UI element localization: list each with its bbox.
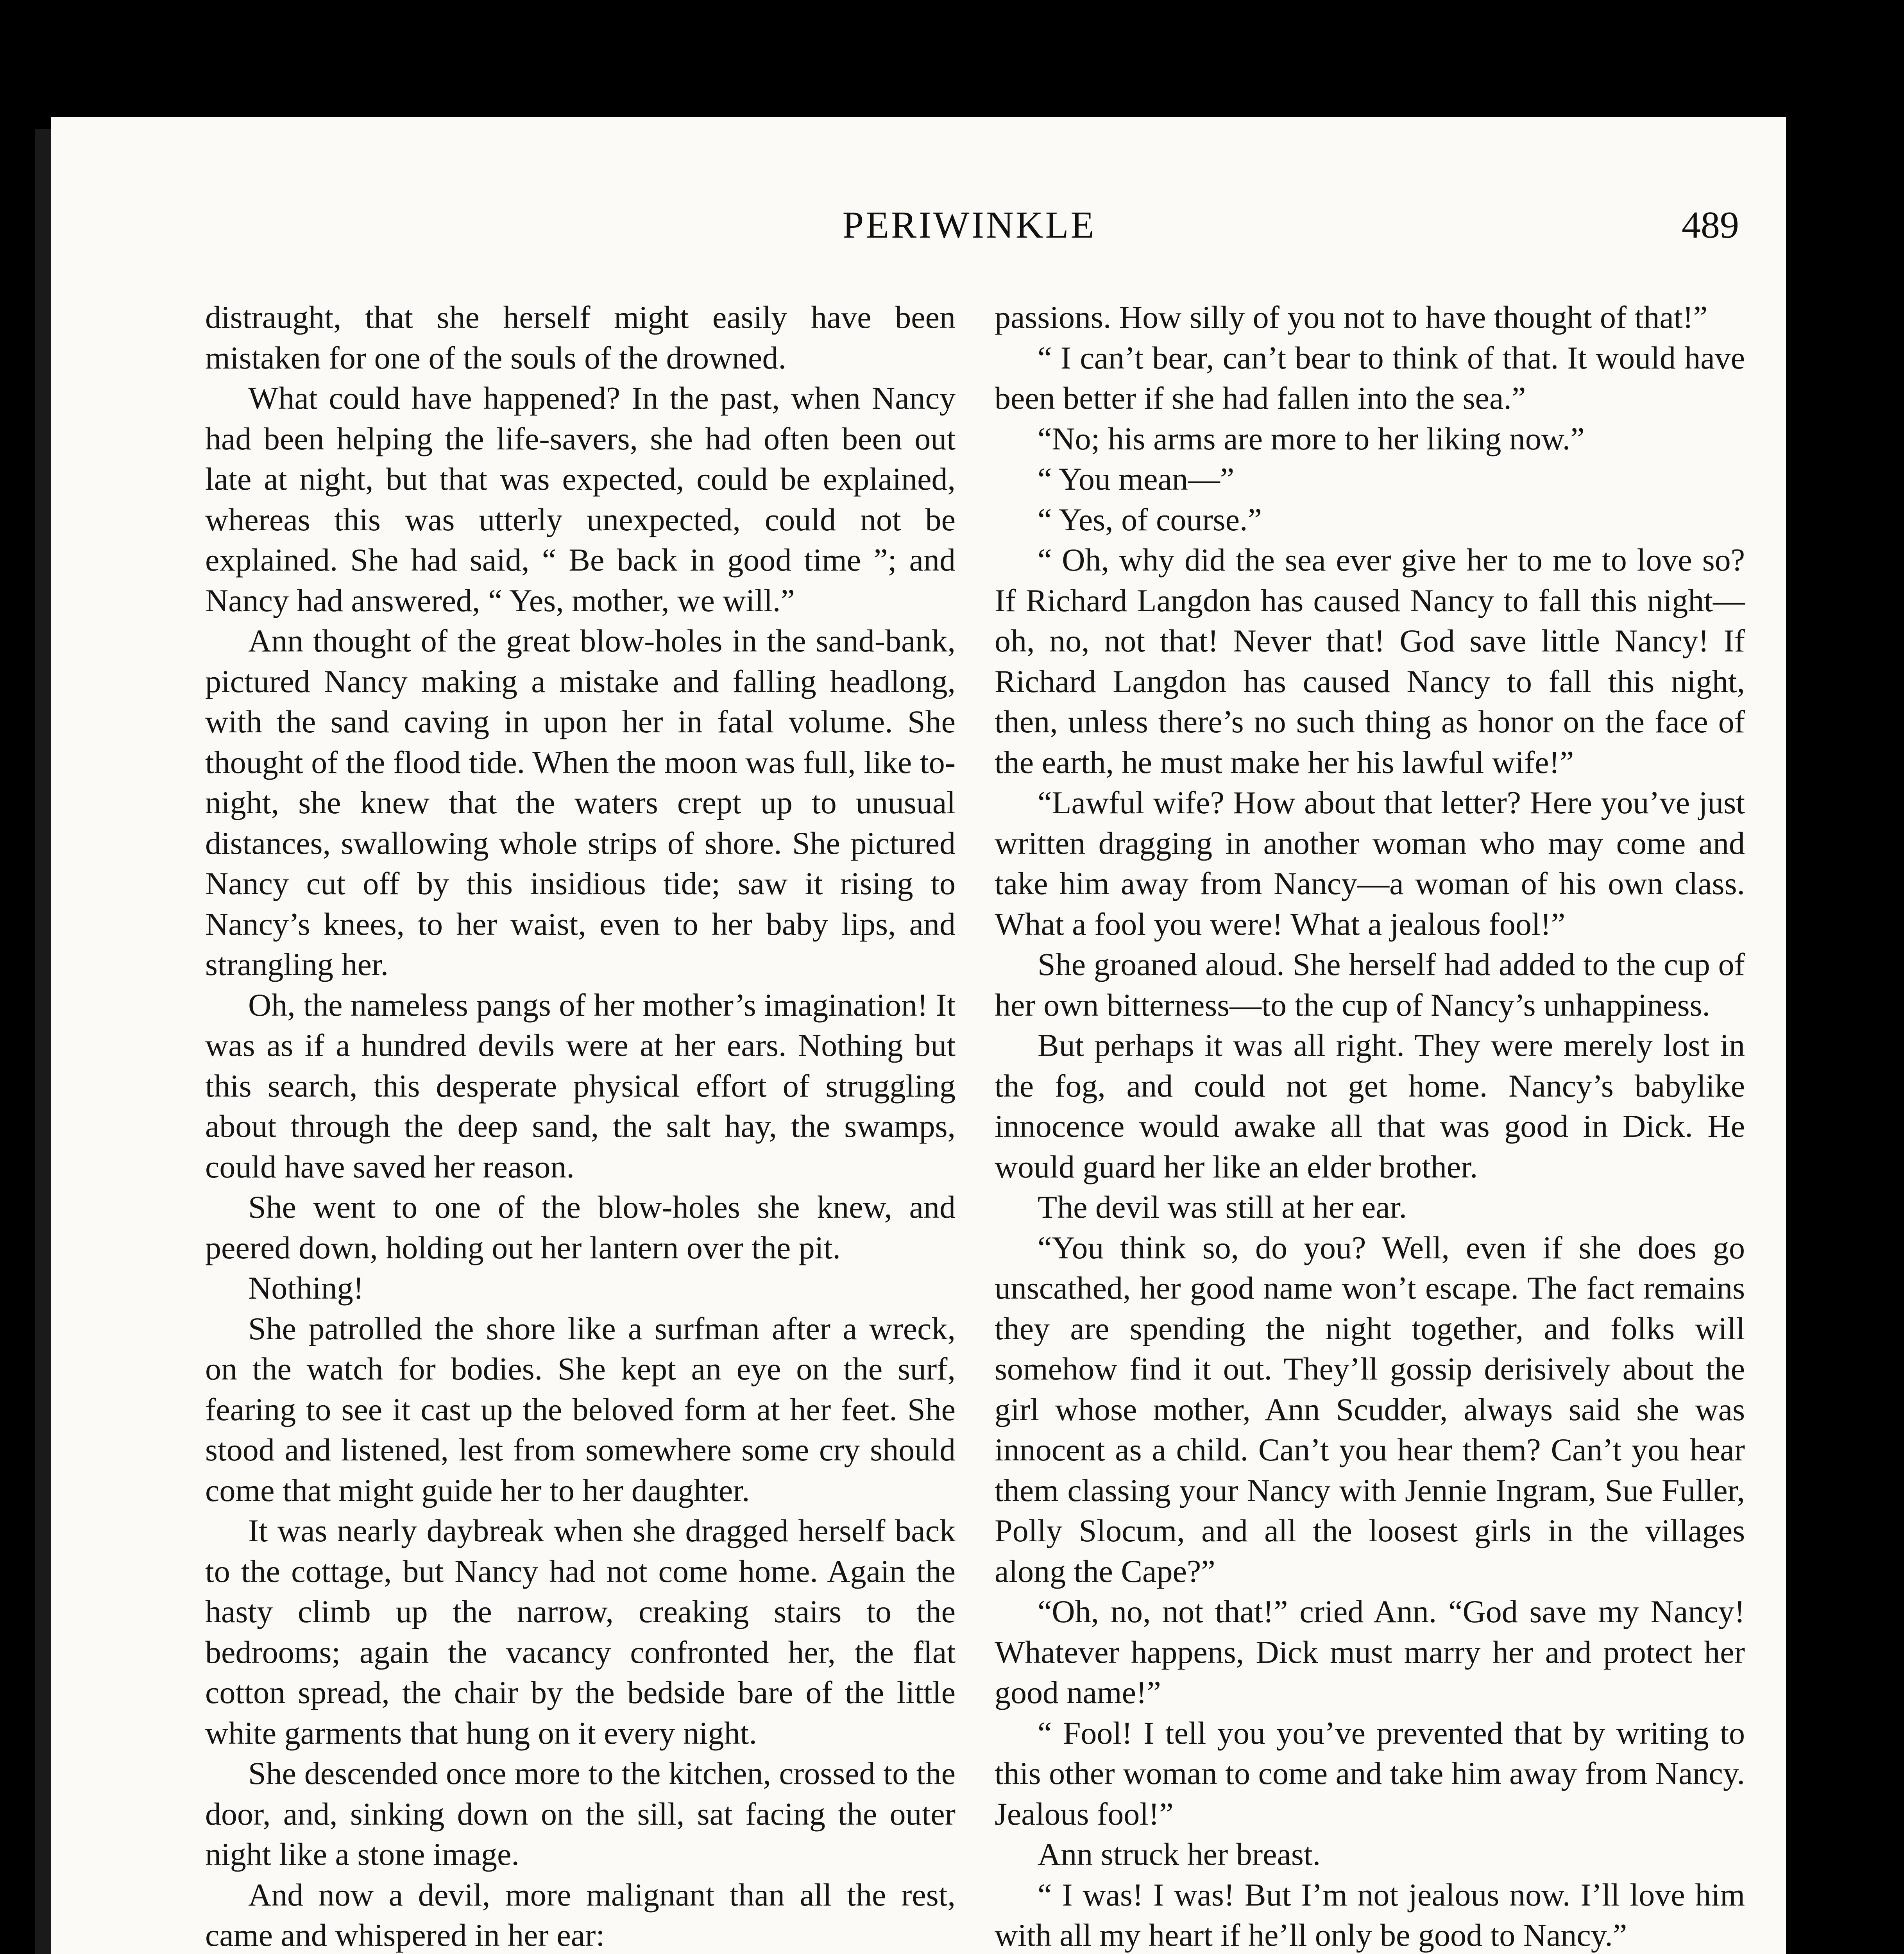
paragraph: “Oh, no, not that!” cried Ann. “God save my Nancy! Whatever happens, Dick must marry her and protect her good name!” [995, 1594, 1745, 1710]
running-header [199, 203, 1739, 254]
paragraph: “ Oh, why did the sea ever give her to me to love so? If Richard Langdon has caused Nancy to fall this night—oh, no, not that! Never that! God save little Nancy! If Richard Langdon has caused Nancy to fall this night, then, unless there’s no such thing as honor on the face of the earth, he must make her his lawful wife!” [995, 542, 1745, 780]
paragraph: “ You mean—” [1038, 461, 1235, 497]
paragraph: Ann thought of the great blow-holes in the sand-bank, pictured Nancy making a mistake and falling headlong, with the sand caving in upon her in fatal volume. She thought of the flood tide. When the moon was full, like to-night, she knew that the waters crept up to unusual distances, swallowing whole strips of shore. She pictured Nancy cut off by this insidious tide; saw it rising to Nancy’s knees, to her waist, even to her baby lips, and strangling her. [205, 623, 956, 982]
paragraph: “ I was! I was! But I’m not jealous now. I’ll love him with all my heart if he’ll only be good to Nancy.” [995, 1877, 1745, 1953]
paragraph: She descended once more to the kitchen, crossed to the door, and, sinking down on the sill, sat facing the outer night like a stone image. [205, 1755, 956, 1872]
paragraph: What could have happened? In the past, when Nancy had been helping the life-savers, she had often been out late at night, but that was expected, could be explained, whereas this was utterly unexpected, could not be explained. She had said, “ Be back in good time ”; and Nancy had answered, “ Yes, mother, we will.” [205, 380, 956, 618]
paragraph: Oh, the nameless pangs of her mother’s imagination! It was as if a hundred devils were at her ears. Nothing but this search, this desperate physical effort of struggling about through the deep sand, the salt hay, the swamps, could have saved her reason. [205, 987, 956, 1185]
paragraph: And now a devil, more malignant than all the rest, came and whispered in her ear: [205, 1877, 956, 1953]
right-column [995, 297, 1745, 1954]
paragraph: The devil was still at her ear. [1038, 1189, 1407, 1225]
paragraph: distraught, that she herself might easily have been mistaken for one of the souls of the drowned. [205, 299, 956, 376]
paragraph: passions. How silly of you not to have thought of that!” [995, 299, 1708, 335]
scan-border [1786, 117, 1904, 1954]
page-number: 489 [1682, 204, 1739, 246]
paragraph: “You think so, do you? Well, even if she does go unscathed, her good name won’t escape. The fact remains they are spending the night together, and folks will somehow find it out. They’ll gossip derisively about the girl whose mother, Ann Scudder, always said she was innocent as a child. Can’t you hear them? Can’t you hear them classing your Nancy with Jennie Ingram, Sue Fuller, Polly Slocum, and all the loosest girls in the villages along the Cape?” [995, 1229, 1745, 1589]
paragraph: She patrolled the shore like a surfman after a wreck, on the watch for bodies. She kept an eye on the surf, fearing to see it cast up the beloved form at her feet. She stood and listened, lest from somewhere some cry should come that might guide her to her daughter. [205, 1310, 956, 1508]
paragraph: She groaned aloud. She herself had added to the cup of her own bitterness—to the cup of Nancy’s unhappiness. [995, 947, 1745, 1023]
paragraph: Nothing! [248, 1270, 364, 1306]
paragraph: “No; his arms are more to her liking now.” [1038, 421, 1585, 456]
left-column [205, 297, 956, 1954]
paragraph: “ I can’t bear, can’t bear to think of that. It would have been better if she had fallen into the sea.” [995, 340, 1745, 416]
paragraph: She went to one of the blow-holes she knew, and peered down, holding out her lantern over the pit. [205, 1189, 956, 1265]
paragraph: It was nearly daybreak when she dragged herself back to the cottage, but Nancy had not come home. Again the hasty climb up the narrow, creaking stairs to the bedrooms; again the vacancy confronted her, the flat cotton spread, the chair by the bedside bare of the little white garments that hung on it every night. [205, 1513, 956, 1751]
paragraph: Ann struck her breast. [1038, 1836, 1321, 1872]
running-title: PERIWINKLE [842, 204, 1096, 246]
paragraph: But perhaps it was all right. They were merely lost in the fog, and could not get home. Nancy’s babylike innocence would awake all that was good in Dick. He would guard her like an elder brother. [995, 1027, 1745, 1185]
paragraph: “ Yes, of course.” [1038, 501, 1262, 537]
paragraph: “Lawful wife? How about that letter? Here you’ve just written dragging in another woman who may come and take him away from Nancy—a woman of his own class. What a fool you were! What a jealous fool!” [995, 785, 1745, 942]
paragraph: “ Fool! I tell you you’ve prevented that by writing to this other woman to come and take him away from Nancy. Jealous fool!” [995, 1715, 1745, 1832]
